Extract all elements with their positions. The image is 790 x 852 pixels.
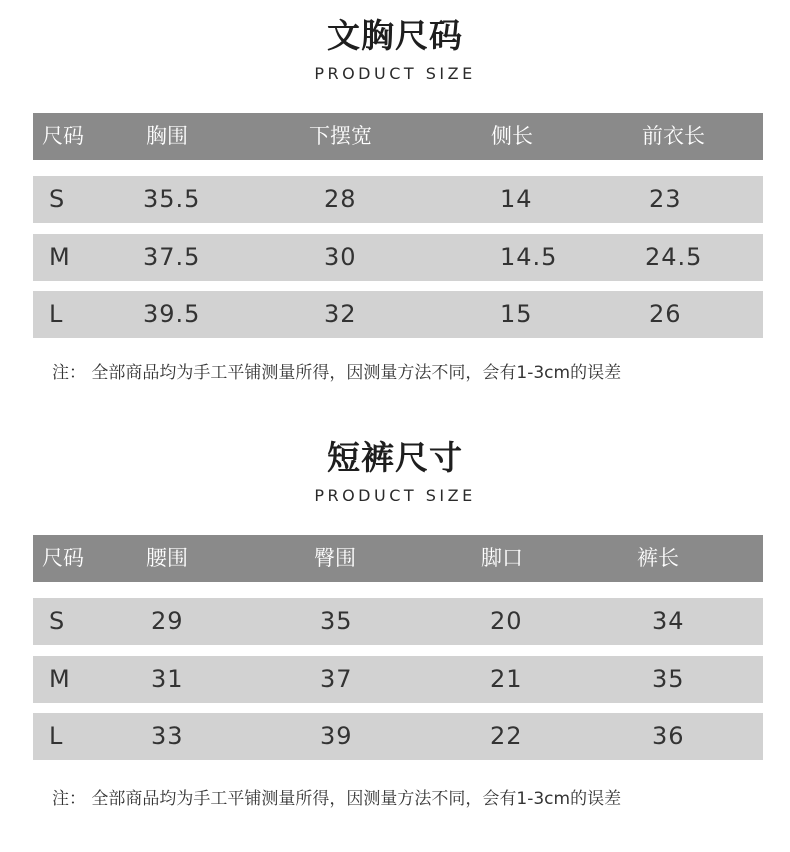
shorts-cell-size: L <box>49 722 64 750</box>
table-row <box>33 656 763 703</box>
bra-cell-bust: 37.5 <box>143 243 201 271</box>
shorts-measurement-note: 注： 全部商品均为手工平铺测量所得，因测量方法不同，会有1-3cm的误差 <box>52 789 622 809</box>
shorts-cell-leg-opening: 21 <box>490 665 523 693</box>
bra-cell-hem-width: 28 <box>324 185 357 213</box>
shorts-cell-hip: 39 <box>320 722 353 750</box>
bra-table-header <box>33 113 763 160</box>
shorts-cell-waist: 31 <box>151 665 184 693</box>
bra-header-hem-width: 下摆宽 <box>309 124 372 148</box>
shorts-cell-size: S <box>49 607 66 635</box>
table-row <box>33 234 763 281</box>
bra-cell-hem-width: 30 <box>324 243 357 271</box>
shorts-cell-hip: 35 <box>320 607 353 635</box>
bra-measurement-note: 注： 全部商品均为手工平铺测量所得，因测量方法不同，会有1-3cm的误差 <box>52 363 622 383</box>
bra-size-title: 文胸尺码 <box>327 16 463 55</box>
bra-cell-front-length: 23 <box>649 185 682 213</box>
bra-header-size: 尺码 <box>42 124 84 148</box>
shorts-header-leg-opening: 脚口 <box>481 546 523 570</box>
table-row <box>33 176 763 223</box>
bra-cell-bust: 35.5 <box>143 185 201 213</box>
table-row <box>33 713 763 760</box>
bra-cell-side-length: 15 <box>500 300 533 328</box>
bra-header-bust: 胸围 <box>146 124 188 148</box>
shorts-cell-waist: 29 <box>151 607 184 635</box>
bra-cell-size: M <box>49 243 71 271</box>
shorts-cell-length: 35 <box>652 665 685 693</box>
shorts-cell-waist: 33 <box>151 722 184 750</box>
shorts-header-hip: 臀围 <box>314 546 356 570</box>
shorts-cell-hip: 37 <box>320 665 353 693</box>
shorts-header-length: 裤长 <box>637 546 679 570</box>
bra-cell-side-length: 14 <box>500 185 533 213</box>
shorts-header-waist: 腰围 <box>146 546 188 570</box>
bra-cell-size: S <box>49 185 66 213</box>
bra-header-front-length: 前衣长 <box>642 124 705 148</box>
shorts-cell-length: 34 <box>652 607 685 635</box>
table-row <box>33 598 763 645</box>
shorts-table-header <box>33 535 763 582</box>
bra-header-side-length: 侧长 <box>491 124 533 148</box>
bra-cell-front-length: 26 <box>649 300 682 328</box>
shorts-size-subtitle: PRODUCT SIZE <box>314 486 476 505</box>
bra-cell-front-length: 24.5 <box>645 243 703 271</box>
bra-size-subtitle: PRODUCT SIZE <box>314 64 476 83</box>
table-row <box>33 291 763 338</box>
shorts-cell-leg-opening: 20 <box>490 607 523 635</box>
shorts-size-title: 短裤尺寸 <box>327 438 463 477</box>
shorts-cell-leg-opening: 22 <box>490 722 523 750</box>
bra-cell-side-length: 14.5 <box>500 243 558 271</box>
shorts-cell-size: M <box>49 665 71 693</box>
shorts-header-size: 尺码 <box>42 546 84 570</box>
shorts-cell-length: 36 <box>652 722 685 750</box>
bra-cell-bust: 39.5 <box>143 300 201 328</box>
bra-cell-hem-width: 32 <box>324 300 357 328</box>
bra-cell-size: L <box>49 300 64 328</box>
